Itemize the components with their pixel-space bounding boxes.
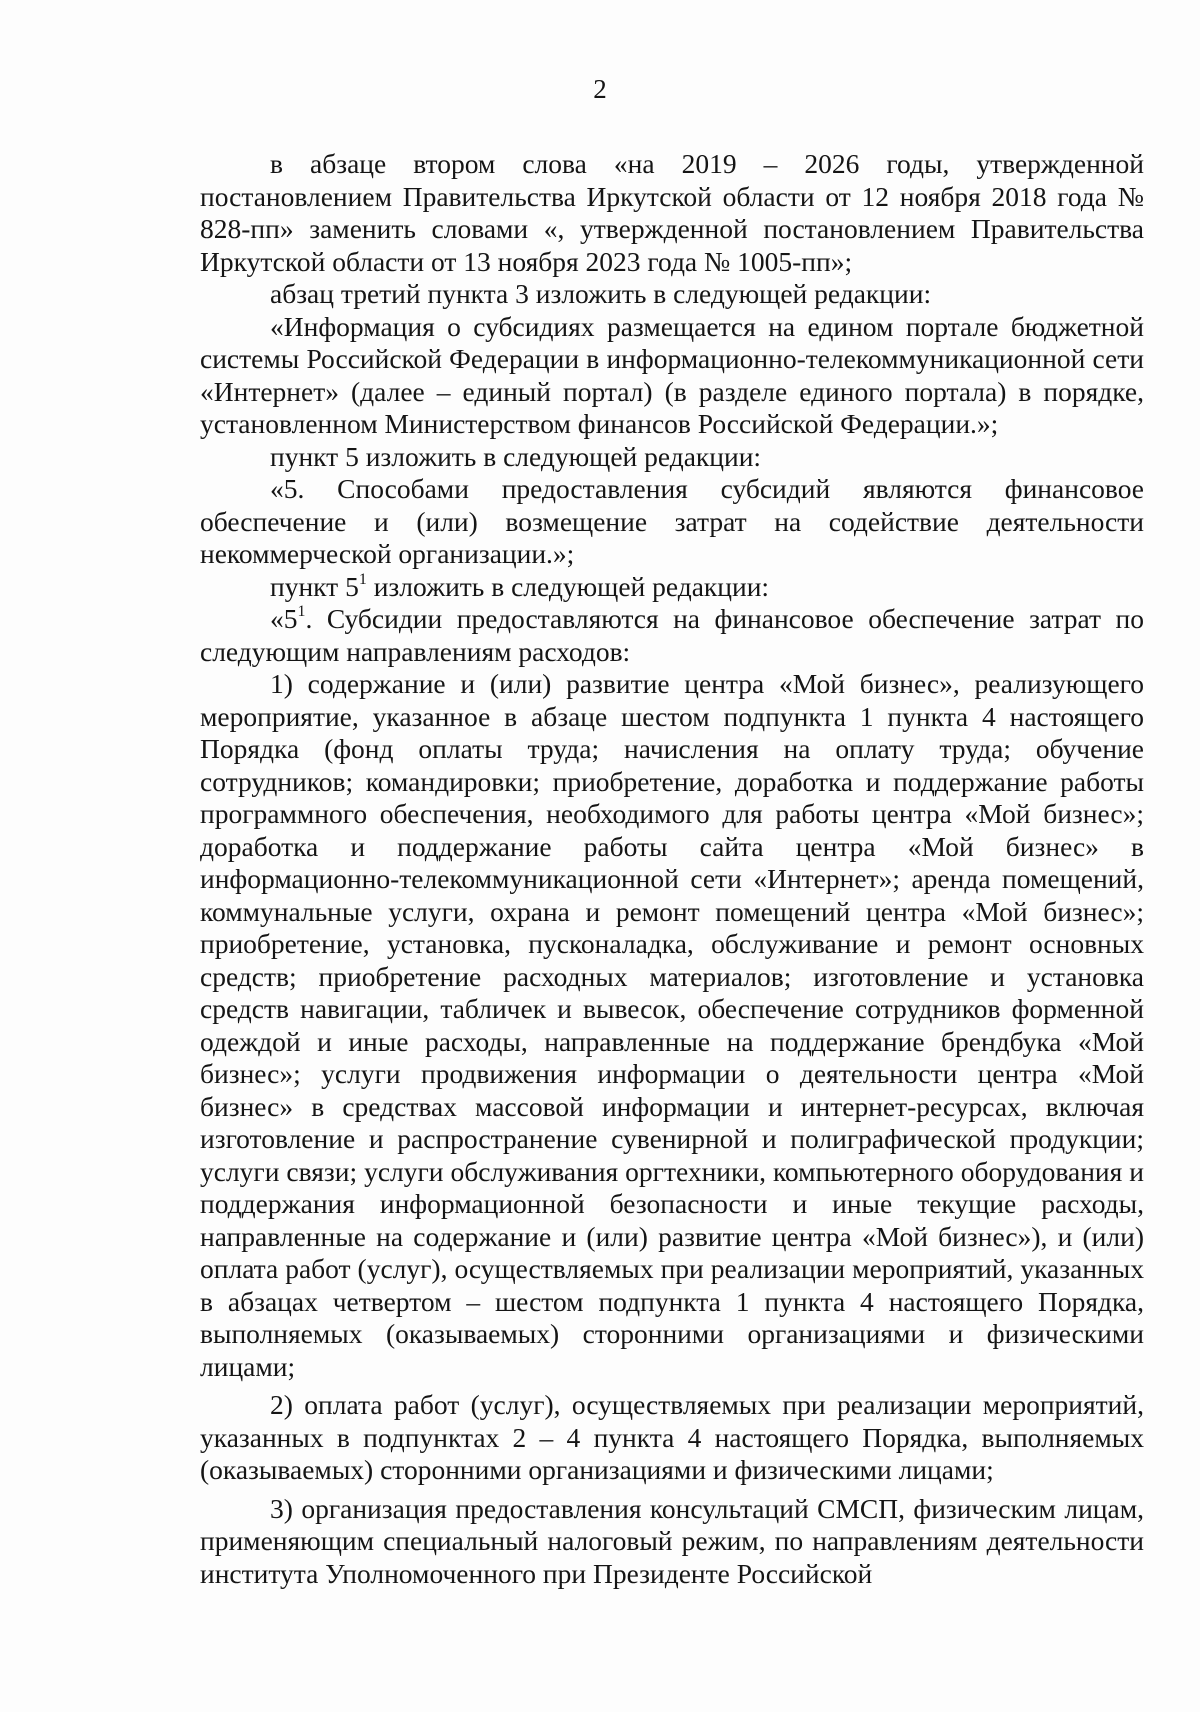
page-number: 2 xyxy=(593,74,607,104)
list-item-2: 2) оплата работ (услуг), осуществляемых при реализации мероприятий, указанных в подпунктах 2 – 4 пункта 4 настоящего Порядка, выполняемых (оказываемых) сторонними организациями и физическими лицами; xyxy=(200,1389,1144,1485)
point-number-text: пункт 5 xyxy=(270,570,359,602)
point-number-text: «5 xyxy=(270,603,298,634)
instruction-text: изложить в следующей редакции: xyxy=(366,570,770,602)
list-item-3: 3) организация предоставления консультаций СМСП, физическим лицам, применяющим специальный налоговый режим, по направлениям деятельности института Уполномоченного при Президенте Российской xyxy=(200,1492,1144,1589)
list-item-1: 1) содержание и (или) развитие центра «Мой бизнес», реализующего мероприятие, указанное в абзаце шестом подпункта 1 пункта 4 настоящего Порядка (фонд оплаты труда; начисления на оплату труда; обучение сотрудников; командировки; приобретение, доработка и поддержание работы программного обеспечения, необходимого для работы центра «Мой бизнес»; доработка и поддержание работы сайта центра «Мой бизнес» в информационно-телекоммуникационной сети «Интернет»; аренда помещений, коммунальные услуги, охрана и ремонт помещений центра «Мой бизнес»; приобретение, установка, пусконаладка, обслуживание и ремонт основных средств; приобретение расходных материалов; изготовление и установка средств навигации, табличек и вывесок, обеспечение сотрудников форменной одеждой и иные расходы, направленные на поддержание брендбука «Мой бизнес»; услуги продвижения информации о деятельности центра «Мой бизнес» в средствах массовой информации и интернет-ресурсах, включая изготовление и распространение сувенирной и полиграфической продукции; услуги связи; услуги обслуживания оргтехники, компьютерного оборудования и поддержания информационной безопасности и иные текущие расходы, направленные на содержание и (или) развитие центра «Мой бизнес»), и (или) оплата работ (услуг), осуществляемых при реализации мероприятий, указанных в абзацах четвертом – шестом подпункта 1 пункта 4 настоящего Порядка, выполняемых (оказываемых) сторонними организациями и физическими лицами; xyxy=(200,668,1144,1382)
paragraph-point-5-1-instruction xyxy=(200,571,1144,604)
paragraph-point-5-text: «5. Способами предоставления субсидий являются финансовое обеспечение и (или) возмещение затрат на содействие деятельности некоммерческой организации.»; xyxy=(200,473,1144,569)
paragraph-amendment-paragraph-two: в абзаце втором слова «на 2019 – 2026 годы, утвержденной постановлением Правительства Иркутской области от 12 ноября 2018 года № 828-пп» заменить словами «, утвержденной постановлением Правительства Иркутской области от 13 ноября 2023 года № 1005-пп»; xyxy=(200,148,1144,277)
paragraph-point-3-instruction: абзац третий пункта 3 изложить в следующей редакции: xyxy=(270,278,932,309)
paragraph-subsidy-information: «Информация о субсидиях размещается на едином портале бюджетной системы Российской Федерации в информационно-телекоммуникационной сети «Интернет» (далее – единый портал) (в разделе единого портала) в порядке, установленном Министерством финансов Российской Федерации.»; xyxy=(200,310,1144,439)
document-body xyxy=(200,148,1144,1590)
point-body-text: . Субсидии предоставляются на финансовое обеспечение затрат по следующим направлениям расходов: xyxy=(200,603,1144,667)
paragraph-point-5-instruction: пункт 5 изложить в следующей редакции: xyxy=(270,440,762,472)
superscript-index: 1 xyxy=(358,570,367,588)
superscript-index: 1 xyxy=(297,603,306,620)
paragraph-point-5-1-text xyxy=(200,603,1144,668)
